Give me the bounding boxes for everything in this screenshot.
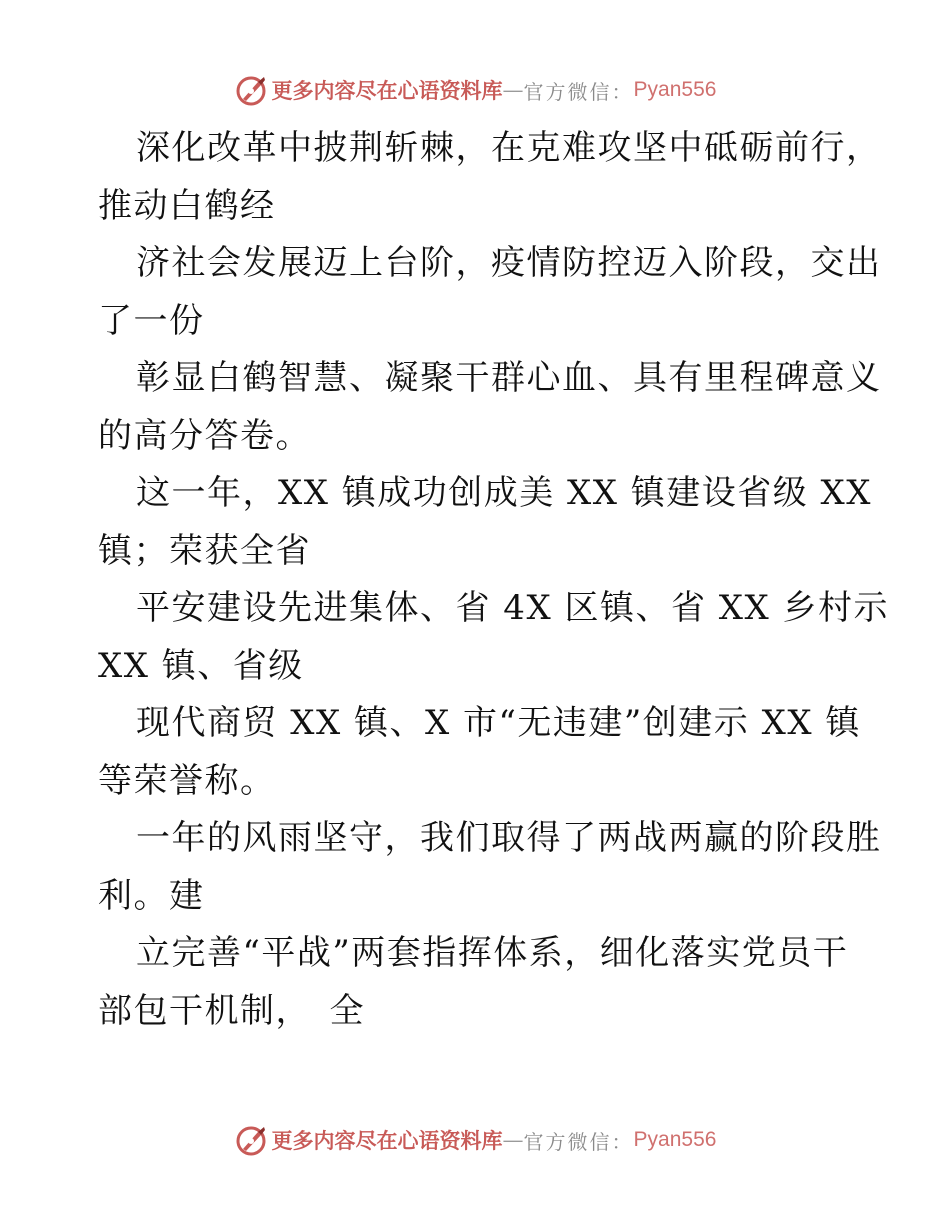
text-line: 推动白鹤经 [98, 185, 276, 226]
watermark-brand: 更多内容尽在心语资料库 [271, 78, 503, 103]
text-line: 的高分答卷。 [98, 415, 311, 456]
paragraph [98, 235, 882, 350]
text-line: XX 镇、省级 [98, 645, 304, 686]
watermark-brand: 更多内容尽在心语资料库 [271, 1128, 503, 1153]
watermark-label: 官方微信： [523, 1129, 634, 1154]
watermark-account: Pyan556 [633, 1128, 717, 1151]
text-line: 了一份 [98, 300, 205, 341]
watermark-separator: — [502, 78, 524, 102]
text-line: 现代商贸 XX 镇、X 市“无违建”创建示 XX 镇 [136, 703, 861, 743]
paragraph [98, 465, 872, 580]
text-line: 平安建设先进集体、省 4X 区镇、省 XX 乡村示 [136, 588, 889, 628]
text-line: 彰显白鹤智慧、凝聚干群心血、具有里程碑意义 [136, 358, 882, 398]
paragraph [98, 120, 882, 235]
watermark-account: Pyan556 [633, 78, 717, 101]
document-body [98, 120, 889, 1040]
text-line: 这一年，XX 镇成功创成美 XX 镇建设省级 XX [136, 473, 872, 513]
paragraph [98, 810, 882, 925]
paragraph [98, 925, 858, 1040]
footer-watermark [0, 1120, 950, 1160]
text-line: 部包干机制， 全 [98, 990, 365, 1031]
paragraph [98, 350, 882, 465]
paragraph [98, 580, 889, 695]
quill-pen-logo-icon [234, 73, 268, 107]
text-line: 一年的风雨坚守，我们取得了两战两赢的阶段胜 [136, 818, 882, 858]
quill-pen-logo-icon [234, 1123, 268, 1157]
text-line: 济社会发展迈上台阶，疫情防控迈入阶段，交出 [136, 243, 882, 283]
watermark-separator: — [502, 1128, 524, 1152]
text-line: 深化改革中披荆斩棘，在克难攻坚中砥砺前行， [136, 128, 882, 168]
header-watermark [0, 70, 950, 110]
text-line: 利。建 [98, 875, 205, 916]
paragraph [98, 695, 861, 810]
text-line: 镇；荣获全省 [98, 530, 311, 571]
text-line: 等荣誉称。 [98, 760, 276, 801]
text-line: 立完善“平战”两套指挥体系，细化落实党员干 [136, 933, 849, 973]
watermark-label: 官方微信： [523, 79, 634, 104]
